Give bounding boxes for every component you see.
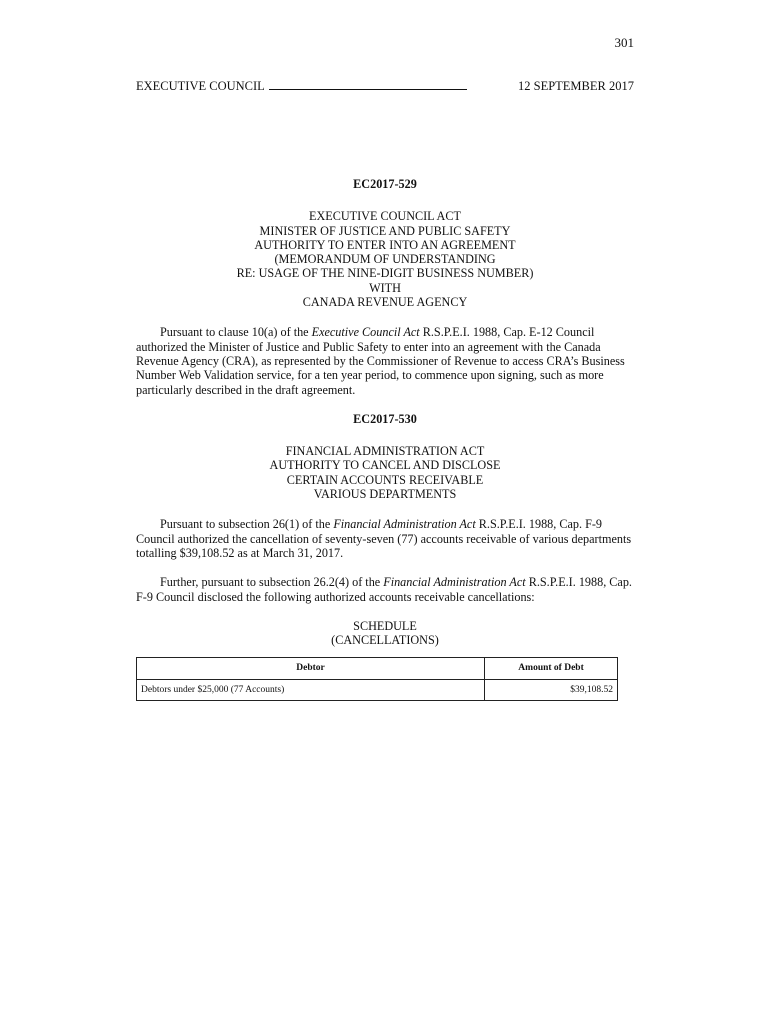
order-title-block (136, 209, 634, 309)
order-paragraph (136, 517, 634, 560)
title-line: EXECUTIVE COUNCIL ACT (309, 209, 461, 224)
title-line: VARIOUS DEPARTMENTS (313, 487, 457, 502)
para-text: R.S.P.E.I. 1988, Cap. F-9 Council disclosed the following authorized accounts receivable cancellations: (136, 575, 632, 604)
order-paragraph (136, 575, 634, 604)
table-row (137, 679, 618, 700)
order-number: EC2017-530 (353, 411, 417, 426)
title-line: AUTHORITY TO CANCEL AND DISCLOSE (269, 458, 501, 473)
order-number: EC2017-529 (353, 177, 417, 191)
para-text: Further, pursuant to subsection 26.2(4) of the (160, 575, 384, 590)
para-text: Pursuant to clause 10(a) of the (160, 325, 312, 340)
document-body (136, 177, 634, 701)
order-paragraph (136, 325, 634, 396)
title-line: WITH (369, 280, 401, 295)
title-line: FINANCIAL ADMINISTRATION ACT (285, 444, 485, 459)
para-text: R.S.P.E.I. 1988, Cap. F-9 Council authorized the cancellation of seventy-seven (77) accounts receivable of various departments totalling $39,108.52 as at March 31, 2017. (136, 517, 632, 560)
debtor-cell: Debtors under $25,000 (77 Accounts) (137, 679, 485, 700)
para-text: Pursuant to subsection 26(1) of the (160, 517, 334, 532)
act-name: Financial Administration Act (333, 517, 476, 532)
schedule-heading (136, 619, 634, 648)
column-header-debtor: Debtor (137, 658, 485, 679)
header-rule (269, 79, 467, 90)
para-text: R.S.P.E.I. 1988, Cap. E-12 Council authorized the Minister of Justice and Public Safety to enter into an agreement with the Canada Revenue Agency (CRA), as represented by the Commissioner of Revenue to access CRA’s Business Number Web Validation service, for a ten year period, to commence upon signing, such as more particularly described in the draft agreement. (136, 325, 625, 397)
title-line: RE: USAGE OF THE NINE-DIGIT BUSINESS NUMBER) (236, 266, 534, 281)
schedule-subtitle: (CANCELLATIONS) (331, 633, 439, 648)
header-council-name: EXECUTIVE COUNCIL (136, 79, 265, 93)
header-date: 12 SEPTEMBER 2017 (518, 79, 634, 93)
table-header-row (137, 658, 618, 679)
title-line: (MEMORANDUM OF UNDERSTANDING (274, 252, 496, 267)
column-header-amount: Amount of Debt (485, 658, 618, 679)
order-title-block (136, 444, 634, 501)
title-line: MINISTER OF JUSTICE AND PUBLIC SAFETY (259, 223, 511, 238)
title-line: CANADA REVENUE AGENCY (302, 295, 468, 310)
page-number: 301 (614, 35, 634, 50)
act-name: Financial Administration Act (383, 575, 526, 590)
amount-cell: $39,108.52 (485, 679, 618, 700)
schedule-title: SCHEDULE (353, 618, 417, 633)
title-line: AUTHORITY TO ENTER INTO AN AGREEMENT (254, 237, 516, 252)
act-name: Executive Council Act (311, 325, 420, 340)
title-line: CERTAIN ACCOUNTS RECEIVABLE (286, 472, 484, 487)
cancellations-table (136, 657, 618, 701)
running-header (136, 79, 634, 94)
